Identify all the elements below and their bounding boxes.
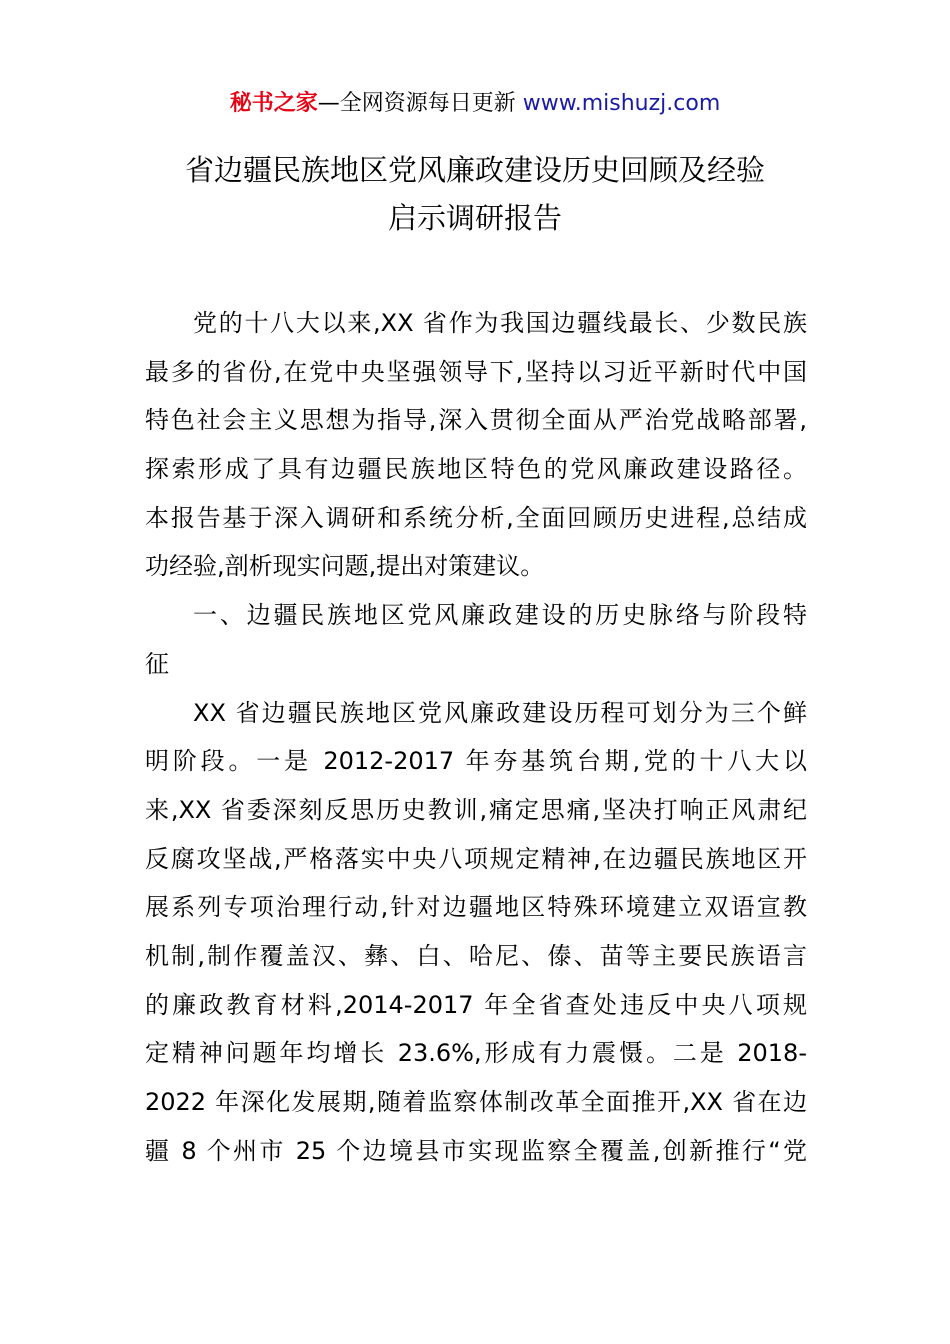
paragraph-line: 定精神问题年均增长 23.6%,形成有力震慑。二是 2018- — [145, 1039, 807, 1068]
paragraph-line: 探索形成了具有边疆民族地区特色的党风廉政建设路径。 — [145, 455, 807, 484]
paragraph-line: 展系列专项治理行动,针对边疆地区特殊环境建立双语宣教 — [145, 893, 807, 922]
title-line: 省边疆民族地区党风廉政建设历史回顾及经验 — [184, 153, 765, 187]
paragraph-line: 机制,制作覆盖汉、彝、白、哈尼、傣、苗等主要民族语言 — [145, 941, 807, 970]
paragraph-line: 最多的省份,在党中央坚强领导下,坚持以习近平新时代中国 — [145, 357, 807, 386]
brand-name: 秘书之家 — [229, 91, 318, 116]
section-heading-line: 一、边疆民族地区党风廉政建设的历史脉络与阶段特 — [193, 601, 807, 630]
paragraph-line: 2022 年深化发展期,随着监察体制改革全面推开,XX 省在边 — [145, 1088, 807, 1116]
paragraph-line: 功经验,剖析现实问题,提出对策建议。 — [145, 552, 545, 581]
section-heading-line: 征 — [145, 649, 169, 678]
paragraph-line: 来,XX 省委深刻反思历史教训,痛定思痛,坚决打响正风肃纪 — [145, 795, 807, 824]
paragraph-line: 疆 8 个州市 25 个边境县市实现监察全覆盖,创新推行“党 — [145, 1136, 807, 1165]
paragraph-line: XX 省边疆民族地区党风廉政建设历程可划分为三个鲜 — [193, 698, 807, 727]
document-body — [145, 299, 807, 1175]
paragraph-line: 党的十八大以来,XX 省作为我国边疆线最长、少数民族 — [193, 309, 807, 337]
site-url-link[interactable]: www.mishuzj.com — [522, 91, 721, 116]
title-line: 启示调研报告 — [387, 201, 562, 235]
paragraph-line: 的廉政教育材料,2014-2017 年全省查处违反中央八项规 — [145, 990, 807, 1019]
site-header — [0, 88, 950, 120]
document-title — [145, 146, 805, 242]
paragraph-line: 反腐攻坚战,严格落实中央八项规定精神,在边疆民族地区开 — [145, 844, 807, 873]
paragraph-line: 特色社会主义思想为指导,深入贯彻全面从严治党战略部署, — [145, 406, 807, 435]
paragraph-line: 明阶段。一是 2012-2017 年夯基筑台期,党的十八大以 — [145, 747, 807, 776]
header-tagline: —全网资源每日更新 — [317, 91, 523, 116]
paragraph-line: 本报告基于深入调研和系统分析,全面回顾历史进程,总结成 — [145, 503, 807, 532]
